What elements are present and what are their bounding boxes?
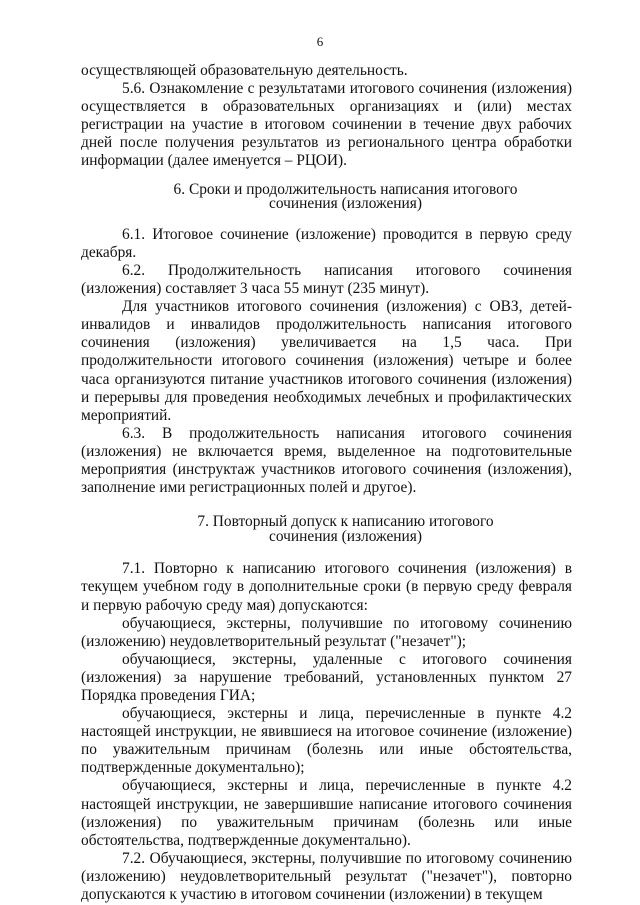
section-heading-7-line2: сочинения (изложения)	[269, 527, 422, 545]
paragraph-7-1: 7.1. Повторно к написанию итогового сочинения (изложения) в текущем учебном году в дополнительные сроки (в первую среду февраля и первую рабочую среду мая) допускаются:	[81, 560, 572, 614]
paragraph-6-1: 6.1. Итоговое сочинение (изложение) проводится в первую среду декабря.	[81, 225, 572, 261]
section-heading-6-line1: 6. Сроки и продолжительность написания итогового	[173, 180, 518, 198]
paragraph-6-2: 6.2. Продолжительность написания итогового сочинения (изложения) составляет 3 часа 55 минут (235 минут).	[81, 261, 572, 298]
paragraph-6-3: 6.3. В продолжительность написания итогового сочинения (изложения) не включается время, выделенное на подготовительные мероприятия (инструктаж участников итогового сочинения (изложения), заполнение ими регистрационных полей и другое).	[81, 424, 572, 497]
document-body	[81, 62, 572, 904]
paragraph-5-6: 5.6. Ознакомление с результатами итогового сочинения (изложения) осуществляется в образовательных организациях и (или) местах регистрации на участие в итоговом сочинении в течение двух рабочих дней после получения результатов из регионального центра обработки информации (далее именуется – РЦОИ).	[81, 80, 572, 170]
paragraph-continuation: осуществляющей образовательную деятельность.	[81, 62, 408, 79]
list-item-2: обучающиеся, экстерны, удаленные с итогового сочинения (изложения) за нарушение требований, установленных пунктом 27 Порядка проведения ГИА;	[81, 650, 572, 704]
section-heading-7-line1: 7. Повторный допуск к написанию итогового	[197, 513, 494, 531]
page-number: 6	[316, 34, 324, 49]
paragraph-7-2: 7.2. Обучающиеся, экстерны, получившие по итоговому сочинению (изложению) неудовлетворительный результат ("незачет"), повторно допускаются к участию в итоговом сочинении (изложении) в текущем	[81, 849, 572, 904]
section-heading-6-line2: сочинения (изложения)	[269, 195, 422, 213]
paragraph-ovz: Для участников итогового сочинения (изложения) с ОВЗ, детей-инвалидов и инвалидов продолжительность написания итогового сочинения (изложения) увеличивается на 1,5 часа. При продолжительности итогового сочинения (изложения) четыре и более часа организуются питание участников итогового сочинения (изложения) и перерывы для проведения необходимых лечебных и профилактических мероприятий.	[81, 298, 572, 424]
list-item-1: обучающиеся, экстерны, получившие по итоговому сочинению (изложению) неудовлетворительный результат ("незачет");	[81, 614, 572, 650]
section-heading-6	[81, 180, 572, 213]
list-item-3: обучающиеся, экстерны и лица, перечисленные в пункте 4.2 настоящей инструкции, не явившиеся на итоговое сочинение (изложение) по уважительным причинам (болезнь или иные обстоятельства, подтвержденные документально);	[81, 705, 572, 777]
list-item-4: обучающиеся, экстерны и лица, перечисленные в пункте 4.2 настоящей инструкции, не завершившие написание итогового сочинения (изложения) по уважительным причинам (болезнь или иные обстоятельства, подтвержденные документально).	[81, 777, 572, 849]
section-heading-7	[81, 515, 572, 544]
